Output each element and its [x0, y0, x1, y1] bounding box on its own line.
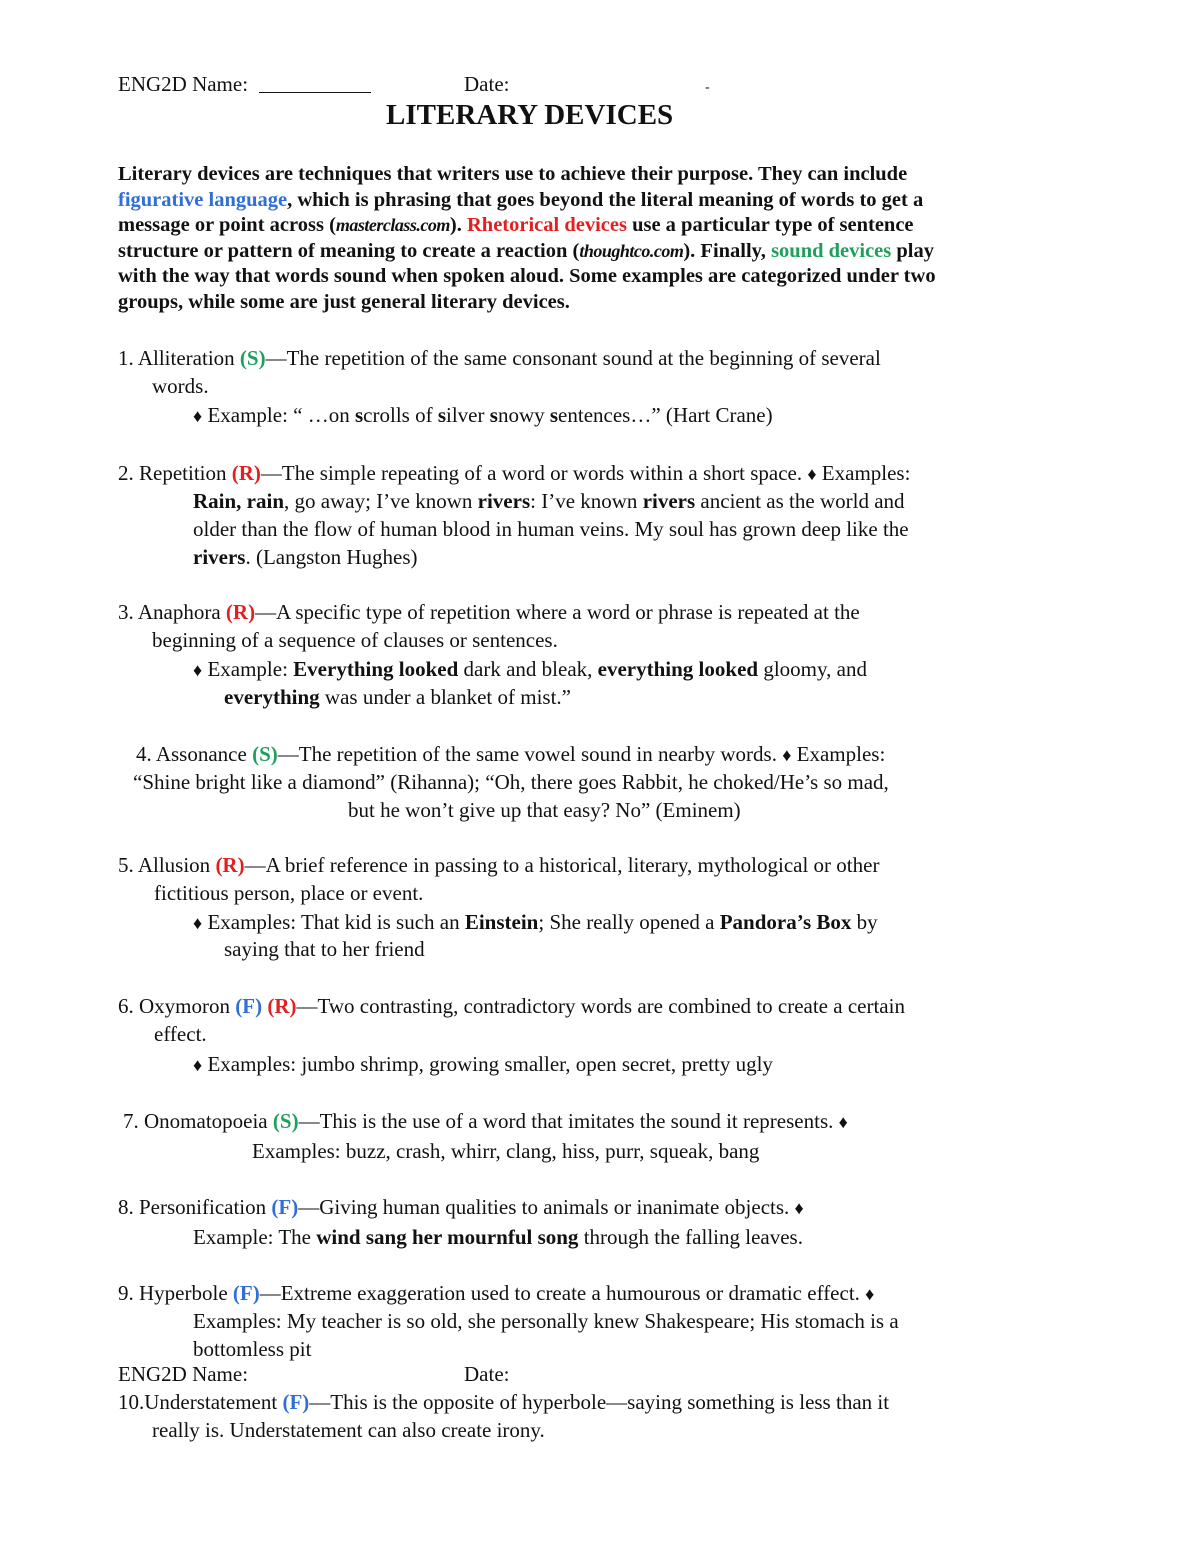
bold-phrase: Pandora’s Box	[719, 910, 852, 934]
rhetorical-tag: (R)	[231, 461, 261, 485]
bold-phrase: rivers	[642, 489, 696, 513]
item-text: —The simple repeating of a word or words within a short space.	[260, 461, 808, 485]
item-text: —The repetition of the same consonant sound at the beginning of several	[265, 346, 881, 370]
item-text: —Giving human qualities to animals or inanimate objects.	[298, 1195, 795, 1219]
intro-line-6: groups, while some are just general literary devices.	[118, 291, 570, 313]
item-3-line-2: beginning of a sequence of clauses or sentences.	[152, 628, 558, 652]
item-2-line-1	[118, 459, 910, 488]
item-text: 4. Assonance	[136, 742, 253, 766]
header-row	[118, 70, 371, 98]
rhetorical-tag: (R)	[267, 994, 297, 1018]
item-3-example-cont	[224, 683, 571, 711]
figurative-tag: (F)	[235, 994, 263, 1018]
item-8-line-1	[118, 1193, 804, 1222]
item-9-line-1	[118, 1279, 874, 1308]
intro-text: message or point across (	[118, 214, 336, 236]
item-4-line-1	[136, 740, 885, 769]
item-text: —Two contrasting, contradictory words are combined to create a certain	[296, 994, 905, 1018]
page-title: LITERARY DEVICES	[386, 99, 674, 131]
figurative-language-term: figurative language	[118, 189, 288, 211]
item-2-line-3: older than the flow of human blood in human veins. My soul has grown deep like the	[193, 517, 909, 541]
item-2-line-4	[193, 543, 418, 571]
item-text: 3. Anaphora	[118, 600, 226, 624]
item-8-line-2	[193, 1223, 803, 1251]
source-masterclass: masterclass.com	[335, 215, 450, 235]
item-text: gloomy, and	[758, 657, 867, 681]
item-6-line-2: effect.	[154, 1022, 207, 1046]
bold-phrase: rivers	[193, 545, 246, 569]
intro-line-5: with the way that words sound when spoken aloud. Some examples are categorized under two	[118, 265, 936, 287]
item-5-line-2: fictitious person, place or event.	[154, 881, 424, 905]
item-text: 2. Repetition	[118, 461, 232, 485]
item-text: —A brief reference in passing to a historical, literary, mythological or other	[244, 853, 880, 877]
intro-text: ). Finally,	[683, 240, 772, 262]
item-3-example	[193, 655, 867, 684]
item-text: 8. Personification	[118, 1195, 272, 1219]
sound-tag: (S)	[252, 742, 278, 766]
item-text: : I’ve known	[530, 489, 643, 513]
item-text: dark and bleak,	[458, 657, 598, 681]
course-name-label: ENG2D Name:	[118, 72, 249, 96]
intro-line-4	[118, 237, 934, 265]
figurative-tag: (F)	[282, 1390, 310, 1414]
item-text: —A specific type of repetition where a word or phrase is repeated at the	[255, 600, 860, 624]
diamond-bullet-icon: ♦	[193, 406, 203, 426]
sound-devices-term: sound devices	[771, 240, 892, 262]
item-9-line-2: Examples: My teacher is so old, she personally knew Shakespeare; His stomach is a	[193, 1309, 899, 1333]
diamond-bullet-icon: ♦	[838, 1112, 848, 1132]
item-1-example	[193, 401, 773, 430]
bold-letter: s	[489, 403, 498, 427]
date-label: Date:	[464, 72, 510, 96]
bold-phrase: Einstein	[464, 910, 539, 934]
diamond-bullet-icon: ♦	[782, 745, 792, 765]
name-blank	[259, 72, 371, 93]
rhetorical-tag: (R)	[225, 600, 256, 624]
item-text: 6. Oxymoron	[118, 994, 236, 1018]
item-2-line-2	[193, 487, 905, 515]
item-text: —This is the use of a word that imitates the sound it represents.	[298, 1109, 839, 1133]
bold-phrase: Rain, rain	[193, 489, 285, 513]
item-text: through the falling leaves.	[578, 1225, 803, 1249]
item-text: Example:	[202, 657, 294, 681]
intro-text: ).	[449, 214, 467, 236]
item-text: , go away; I’ve known	[284, 489, 478, 513]
bold-phrase: wind sang her mournful song	[316, 1225, 579, 1249]
item-text: Examples: jumbo shrimp, growing smaller, open secret, pretty ugly	[202, 1052, 773, 1076]
item-6-example	[193, 1050, 773, 1079]
item-text: 9. Hyperbole	[118, 1281, 233, 1305]
item-text: nowy	[497, 403, 550, 427]
diamond-bullet-icon: ♦	[193, 660, 203, 680]
item-text: was under a blanket of mist.”	[319, 685, 571, 709]
item-text: Example: “ …on	[202, 403, 355, 427]
bold-letter: s	[354, 403, 364, 427]
sound-tag: (S)	[272, 1109, 299, 1133]
item-text: Examples:	[791, 742, 886, 766]
bold-phrase: everything looked	[597, 657, 759, 681]
item-text: Examples:	[816, 461, 911, 485]
item-5-example	[193, 908, 878, 937]
bold-letter: s	[549, 403, 559, 427]
source-thoughtco: thoughtco.com	[579, 241, 684, 261]
item-text: 10.Understatement	[118, 1390, 283, 1414]
item-5-line-1	[118, 851, 879, 879]
item-9-line-3: bottomless pit	[193, 1337, 312, 1361]
bold-phrase: rivers	[477, 489, 531, 513]
intro-line-1: Literary devices are techniques that writers use to achieve their purpose. They can include	[118, 163, 908, 185]
sound-tag: (S)	[239, 346, 266, 370]
item-text: . (Langston Hughes)	[245, 545, 418, 569]
item-text: —This is the opposite of hyperbole—saying something is less than it	[309, 1390, 890, 1414]
item-text: ilver	[446, 403, 490, 427]
intro-line-2	[118, 186, 923, 214]
item-text: —The repetition of the same vowel sound in nearby words.	[277, 742, 783, 766]
bold-letter: s	[437, 403, 447, 427]
item-1-line-2: words.	[152, 374, 209, 398]
rhetorical-tag: (R)	[215, 853, 245, 877]
item-text: entences…” (Hart Crane)	[558, 403, 773, 427]
item-text: 7. Onomatopoeia	[123, 1109, 273, 1133]
item-text: 5. Allusion	[118, 853, 216, 877]
intro-text: structure or pattern of meaning to create a reaction (	[118, 240, 580, 262]
item-5-example-cont: saying that to her friend	[224, 937, 425, 961]
item-text: crolls of	[363, 403, 438, 427]
diamond-bullet-icon: ♦	[794, 1198, 804, 1218]
figurative-tag: (F)	[271, 1195, 299, 1219]
item-7-line-1	[123, 1107, 848, 1136]
item-text: Example: The	[193, 1225, 317, 1249]
item-text: by	[851, 910, 878, 934]
item-10-line-1	[118, 1388, 889, 1416]
diamond-bullet-icon: ♦	[807, 464, 817, 484]
item-text: 1. Alliteration	[118, 346, 240, 370]
rhetorical-devices-term: Rhetorical devices	[466, 214, 627, 236]
item-text: Examples: That kid is such an	[202, 910, 465, 934]
item-7-line-2: Examples: buzz, crash, whirr, clang, hiss, purr, squeak, bang	[252, 1139, 760, 1163]
item-6-line-1	[118, 992, 905, 1020]
item-4-line-3: but he won’t give up that easy? No” (Eminem)	[348, 798, 741, 822]
intro-line-3	[118, 211, 914, 239]
item-10-line-2: really is. Understatement can also create irony.	[152, 1418, 545, 1442]
intro-text: , which is phrasing that goes beyond the literal meaning of words to get a	[287, 189, 924, 211]
item-text: —Extreme exaggeration used to create a humourous or dramatic effect.	[259, 1281, 866, 1305]
intro-text: play	[891, 240, 934, 262]
item-4-line-2: “Shine bright like a diamond” (Rihanna); “Oh, there goes Rabbit, he choked/He’s so mad,	[133, 770, 889, 794]
date-label-repeat: Date:	[464, 1362, 510, 1386]
stray-dash: -	[705, 80, 710, 95]
diamond-bullet-icon: ♦	[193, 1055, 203, 1075]
diamond-bullet-icon: ♦	[865, 1284, 875, 1304]
item-text: ; She really opened a	[538, 910, 720, 934]
item-3-line-1	[118, 598, 860, 626]
intro-text: use a particular type of sentence	[626, 214, 914, 236]
diamond-bullet-icon: ♦	[193, 913, 203, 933]
figurative-tag: (F)	[232, 1281, 260, 1305]
bold-phrase: Everything looked	[293, 657, 459, 681]
item-1-line-1	[118, 344, 881, 372]
bold-phrase: everything	[224, 685, 320, 709]
course-name-label-repeat: ENG2D Name:	[118, 1362, 249, 1386]
item-text: ancient as the world and	[695, 489, 905, 513]
